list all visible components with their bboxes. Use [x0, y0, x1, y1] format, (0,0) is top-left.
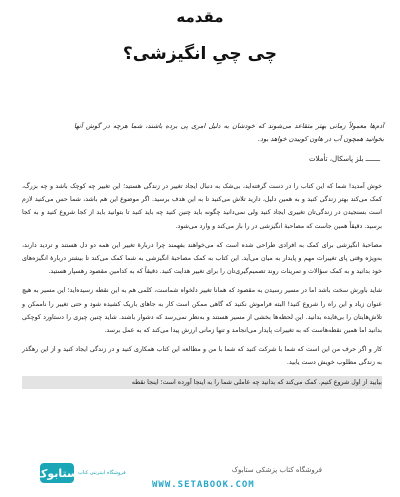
store-url[interactable]: WWW.SETABOOK.COM — [152, 480, 255, 490]
paragraph: خوش آمدید! شما که این کتاب را در دست گرفته‌اید، بی‌شک به دنبال ایجاد تغییر در زندگی هستید؛ این تغییر چه کوچک باشد و چه بزرگ، کمک می‌کند بهتر زندگی کنید و به همین دلیل، دارید تلاش می‌کنید تا به این هدف برسید. اگر موضوع این هم باشد، شما حس می‌کنید لازم است بسنجیدن در زندگی‌تان تغییری ایجاد کنید ولی نمی‌دانید چگونه باید چنین کنید چه باید کنید تا بتوانید باید از کجا شروع کنید و به کجا برسید. دقیقاً همین جاست که مصاحبهٔ انگیزشی در را باز می‌کند و وارد می‌شود. — [22, 183, 382, 230]
store-name: فروشگاه کتاب پزشکی ستابوک — [231, 466, 322, 474]
logo-mark: ستابوک — [40, 463, 74, 483]
epigraph-quote: آدم‌ها معمولاً زمانی بهتر متقاعد می‌شوند که خودشان به دلیل امری پی برده باشند، شما هرچه در گوش آنها بخوانید همچون آب در هاون کوبیدن خواهد بود. — [74, 122, 384, 143]
paragraph: مصاحبهٔ انگیزشی برای کمک به افرادی طراحی شده است که می‌خواهند بفهمند چرا دربارهٔ تغییر این همه دو دل هستند و تردید دارند، به‌ویژه وقتی پای تغییرات مهم و پایدار به میان می‌آید. این کتاب به کمک مصاحبهٔ انگیزشی به شما کمک می‌کند تا بیشتر دربارهٔ انگیزه‌های خود بدانید و به کمک سؤالات و تمرینات روند تصمیم‌گیری‌تان را برای تغییر هدایت کنید. دقیقاً که به کدامین مقصود رهسپار هستید. — [22, 241, 382, 276]
logo-tagline: فروشگاه اینترنتی کتاب — [78, 470, 126, 476]
chapter-subtitle: چی چیِ انگیزشی؟ — [122, 44, 278, 64]
paragraph: کار و اگر حرف من این است که شما با شرکت کنید که شما با من و مطالعه این کتاب همکاری کنید و در زندگی ایجاد کنید و از این رهگذر به زندگی مطلوب خویش دست یابید. — [22, 346, 382, 367]
body-text — [22, 180, 382, 395]
epigraph-attribution: ـــــــ بلز پاسکال، تأملات — [308, 155, 380, 163]
paragraph: شاید باورش سخت باشد اما در مسیر رسیدن به مقصود که همانا تغییر دلخواه شماست، کلمی هم به این نقطه رسیده‌اید؛ این مسیر به هیچ عنوان زیاد و این راه را شروع کنید! البته فراموش نکنید که گاهی ممکن است کار به جاهای باریک کشیده شود و حتی تغییر را ناممکن و تلاش‌هایتان را بی‌فایده بدانید. این لحظه‌ها بخشی از مسیر هستند و به‌نظر نمی‌رسد که دشوار باشند. شاید چنین چیزی را دستاورد کوچکی بدانید اما همین نقطه‌هاست که به تغییرات پایدار می‌انجامد و تنها زمانی ارزش پیدا می‌کند که به عمل برسد. — [22, 287, 382, 335]
setabook-logo — [36, 461, 132, 485]
highlighted-line: بیایید از اول شروع کنیم. کمک می‌کند که بدانید چه عاملی شما را به اینجا آورده است؛ اینجا نقطه — [22, 376, 382, 389]
chapter-title: مقدمه — [176, 8, 224, 26]
